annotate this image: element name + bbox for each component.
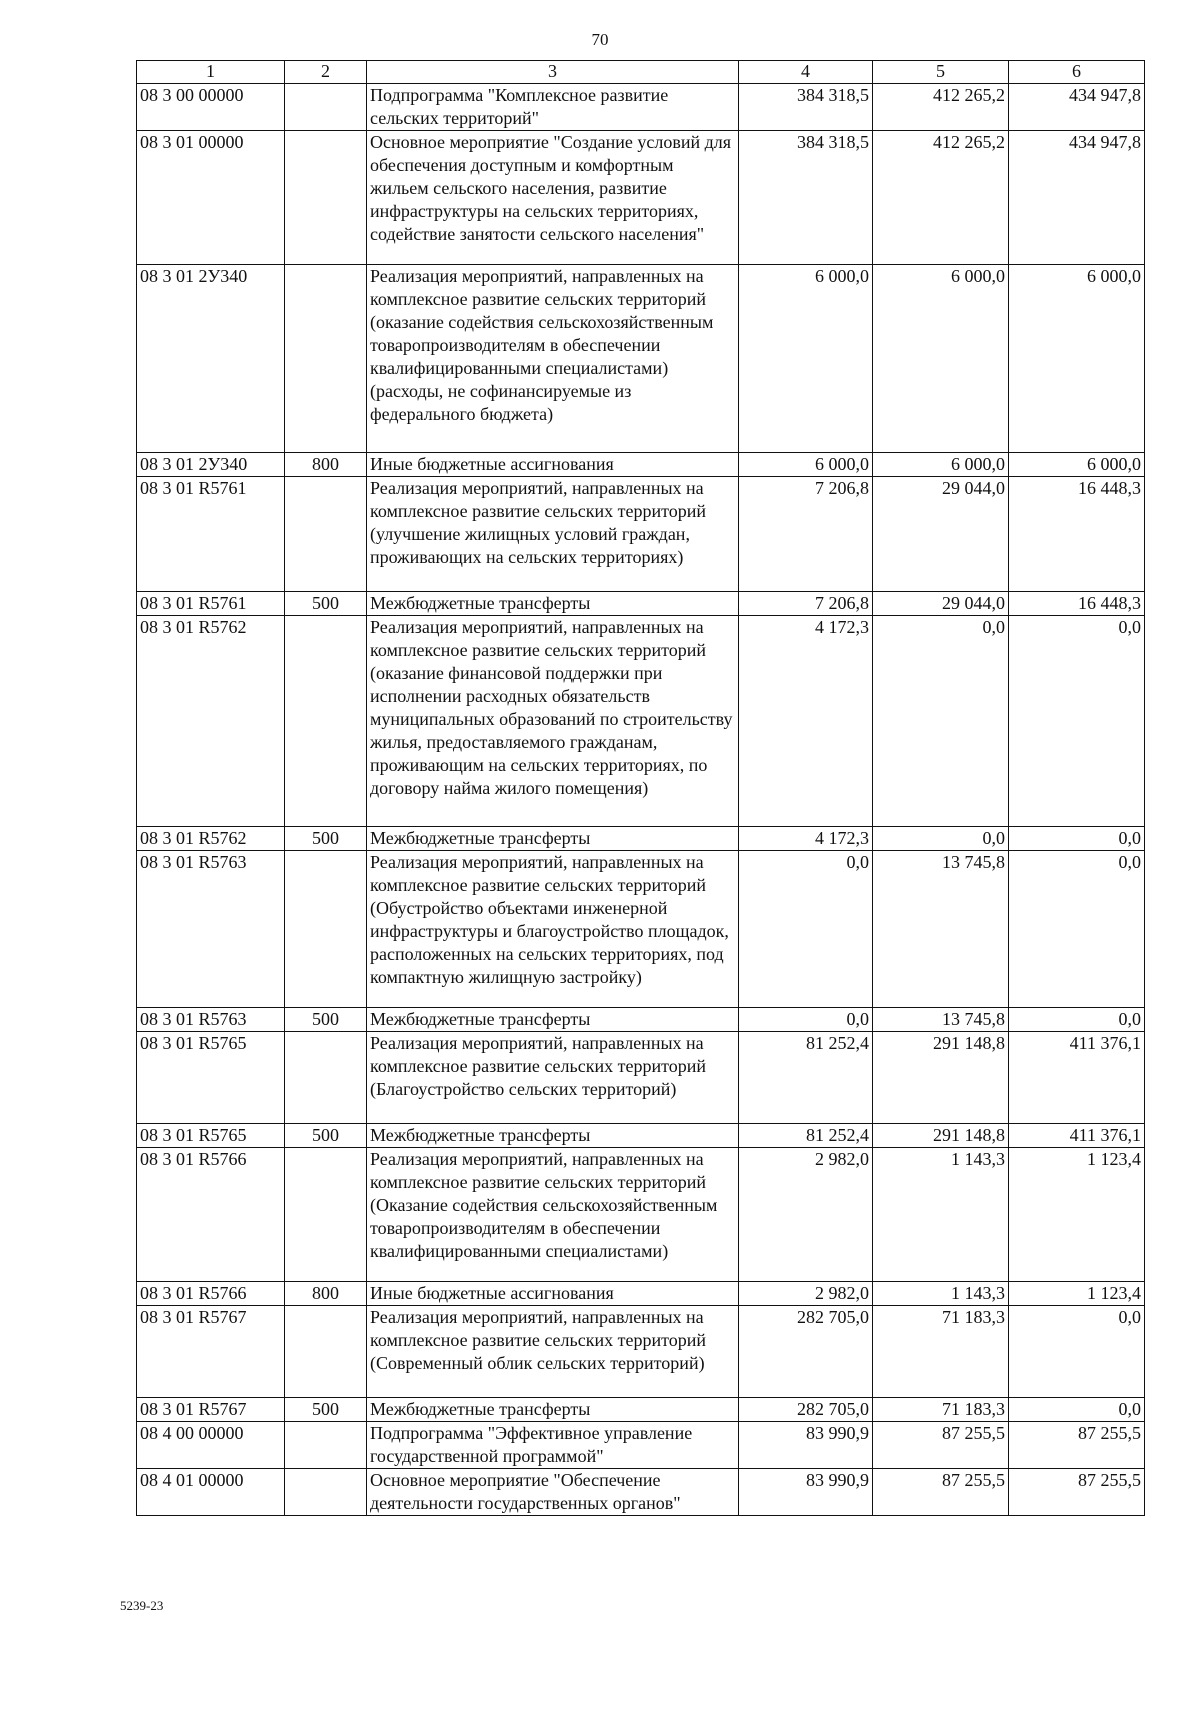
- table-row: [137, 1008, 1145, 1032]
- amount-cell-col5: 87 255,5: [873, 1422, 1009, 1469]
- amount-cell-col4: 83 990,9: [739, 1469, 873, 1516]
- amount-cell-col4: 2 982,0: [739, 1148, 873, 1282]
- amount-cell-col6: 411 376,1: [1009, 1124, 1145, 1148]
- expense-type-cell: 500: [285, 592, 367, 616]
- description-cell: Подпрограмма "Комплексное развитие сельских территорий": [367, 84, 739, 131]
- description-cell: Реализация мероприятий, направленных на комплексное развитие сельских территорий (оказание содействия сельскохозяйственным товаропроизводителям в обеспечении квалифицированными специалистами) (расходы, не софинансируемые из федерального бюджета): [367, 265, 739, 453]
- code-cell: 08 3 01 R5762: [137, 827, 285, 851]
- description-cell: Реализация мероприятий, направленных на комплексное развитие сельских территорий (улучшение жилищных условий граждан, проживающих на сельских территориях): [367, 477, 739, 592]
- amount-cell-col5: 71 183,3: [873, 1306, 1009, 1398]
- amount-cell-col4: 4 172,3: [739, 616, 873, 827]
- amount-cell-col5: 6 000,0: [873, 453, 1009, 477]
- description-cell: Реализация мероприятий, направленных на комплексное развитие сельских территорий (Обустройство объектами инженерной инфраструктуры и благоустройство площадок, расположенных на сельских территориях, под компактную жилищную застройку): [367, 851, 739, 1008]
- expense-type-cell: [285, 265, 367, 453]
- amount-cell-col4: 384 318,5: [739, 84, 873, 131]
- table-row: [137, 1422, 1145, 1469]
- column-header: 6: [1009, 61, 1145, 84]
- expense-type-cell: [285, 851, 367, 1008]
- code-cell: 08 3 01 R5763: [137, 851, 285, 1008]
- amount-cell-col4: 384 318,5: [739, 131, 873, 265]
- amount-cell-col5: 29 044,0: [873, 477, 1009, 592]
- description-cell: Межбюджетные трансферты: [367, 1398, 739, 1422]
- amount-cell-col4: 6 000,0: [739, 265, 873, 453]
- amount-cell-col5: 0,0: [873, 827, 1009, 851]
- column-header: 5: [873, 61, 1009, 84]
- description-cell: Основное мероприятие "Создание условий для обеспечения доступным и комфортным жильем сельского населения, развитие инфраструктуры на сельских территориях, содействие занятости сельского населения": [367, 131, 739, 265]
- amount-cell-col6: 0,0: [1009, 851, 1145, 1008]
- table-row: [137, 1469, 1145, 1516]
- description-cell: Основное мероприятие "Обеспечение деятельности государственных органов": [367, 1469, 739, 1516]
- description-cell: Межбюджетные трансферты: [367, 827, 739, 851]
- amount-cell-col4: 2 982,0: [739, 1282, 873, 1306]
- code-cell: 08 3 01 R5766: [137, 1148, 285, 1282]
- description-cell: Межбюджетные трансферты: [367, 1124, 739, 1148]
- expense-type-cell: [285, 1148, 367, 1282]
- description-cell: Иные бюджетные ассигнования: [367, 1282, 739, 1306]
- expense-type-cell: 500: [285, 1398, 367, 1422]
- page-number: 70: [591, 30, 609, 49]
- amount-cell-col5: 29 044,0: [873, 592, 1009, 616]
- table-row: [137, 84, 1145, 131]
- amount-cell-col4: 282 705,0: [739, 1306, 873, 1398]
- amount-cell-col6: 16 448,3: [1009, 477, 1145, 592]
- amount-cell-col5: 1 143,3: [873, 1148, 1009, 1282]
- amount-cell-col6: 434 947,8: [1009, 131, 1145, 265]
- description-cell: Иные бюджетные ассигнования: [367, 453, 739, 477]
- amount-cell-col4: 81 252,4: [739, 1124, 873, 1148]
- amount-cell-col6: 434 947,8: [1009, 84, 1145, 131]
- footer-document-code: 5239-23: [120, 1598, 164, 1613]
- code-cell: 08 3 01 R5765: [137, 1032, 285, 1124]
- table-row: [137, 453, 1145, 477]
- table-row: [137, 477, 1145, 592]
- amount-cell-col6: 411 376,1: [1009, 1032, 1145, 1124]
- amount-cell-col5: 71 183,3: [873, 1398, 1009, 1422]
- amount-cell-col6: 6 000,0: [1009, 265, 1145, 453]
- amount-cell-col4: 81 252,4: [739, 1032, 873, 1124]
- amount-cell-col4: 0,0: [739, 1008, 873, 1032]
- column-header: 3: [367, 61, 739, 84]
- code-cell: 08 3 01 2У340: [137, 453, 285, 477]
- expense-type-cell: [285, 1422, 367, 1469]
- expense-type-cell: 500: [285, 1124, 367, 1148]
- amount-cell-col6: 0,0: [1009, 1008, 1145, 1032]
- amount-cell-col5: 291 148,8: [873, 1032, 1009, 1124]
- expense-type-cell: 500: [285, 1008, 367, 1032]
- amount-cell-col4: 6 000,0: [739, 453, 873, 477]
- code-cell: 08 3 01 R5766: [137, 1282, 285, 1306]
- amount-cell-col5: 6 000,0: [873, 265, 1009, 453]
- expense-type-cell: 800: [285, 1282, 367, 1306]
- table-row: [137, 1306, 1145, 1398]
- amount-cell-col6: 6 000,0: [1009, 453, 1145, 477]
- table-row: [137, 265, 1145, 453]
- amount-cell-col6: 0,0: [1009, 827, 1145, 851]
- code-cell: 08 3 01 R5761: [137, 592, 285, 616]
- table-row: [137, 1282, 1145, 1306]
- amount-cell-col6: 1 123,4: [1009, 1148, 1145, 1282]
- description-cell: Реализация мероприятий, направленных на комплексное развитие сельских территорий (Современный облик сельских территорий): [367, 1306, 739, 1398]
- budget-table: [136, 60, 1145, 1516]
- code-cell: 08 3 01 2У340: [137, 265, 285, 453]
- amount-cell-col4: 282 705,0: [739, 1398, 873, 1422]
- description-cell: Реализация мероприятий, направленных на комплексное развитие сельских территорий (Оказание содействия сельскохозяйственным товаропроизводителям в обеспечении квалифицированными специалистами): [367, 1148, 739, 1282]
- table-row: [137, 1148, 1145, 1282]
- amount-cell-col4: 7 206,8: [739, 477, 873, 592]
- amount-cell-col6: 16 448,3: [1009, 592, 1145, 616]
- table-row: [137, 827, 1145, 851]
- code-cell: 08 3 01 R5762: [137, 616, 285, 827]
- amount-cell-col4: 83 990,9: [739, 1422, 873, 1469]
- code-cell: 08 4 00 00000: [137, 1422, 285, 1469]
- expense-type-cell: [285, 477, 367, 592]
- amount-cell-col6: 1 123,4: [1009, 1282, 1145, 1306]
- code-cell: 08 3 01 00000: [137, 131, 285, 265]
- code-cell: 08 3 01 R5767: [137, 1306, 285, 1398]
- amount-cell-col6: 87 255,5: [1009, 1422, 1145, 1469]
- expense-type-cell: [285, 616, 367, 827]
- amount-cell-col5: 291 148,8: [873, 1124, 1009, 1148]
- description-cell: Реализация мероприятий, направленных на комплексное развитие сельских территорий (оказание финансовой поддержки при исполнении расходных обязательств муниципальных образований по строительству жилья, предоставляемого гражданам, проживающим на сельских территориях, по договору найма жилого помещения): [367, 616, 739, 827]
- column-header: 2: [285, 61, 367, 84]
- amount-cell-col5: 0,0: [873, 616, 1009, 827]
- amount-cell-col6: 0,0: [1009, 1398, 1145, 1422]
- expense-type-cell: [285, 1306, 367, 1398]
- description-cell: Подпрограмма "Эффективное управление государственной программой": [367, 1422, 739, 1469]
- column-header: 1: [137, 61, 285, 84]
- code-cell: 08 3 01 R5767: [137, 1398, 285, 1422]
- table-row: [137, 131, 1145, 265]
- expense-type-cell: [285, 131, 367, 265]
- expense-type-cell: [285, 84, 367, 131]
- amount-cell-col5: 13 745,8: [873, 851, 1009, 1008]
- amount-cell-col4: 4 172,3: [739, 827, 873, 851]
- code-cell: 08 4 01 00000: [137, 1469, 285, 1516]
- description-cell: Межбюджетные трансферты: [367, 592, 739, 616]
- table-header-row: [137, 61, 1145, 84]
- amount-cell-col6: 87 255,5: [1009, 1469, 1145, 1516]
- expense-type-cell: [285, 1469, 367, 1516]
- amount-cell-col6: 0,0: [1009, 1306, 1145, 1398]
- description-cell: Реализация мероприятий, направленных на комплексное развитие сельских территорий (Благоустройство сельских территорий): [367, 1032, 739, 1124]
- amount-cell-col6: 0,0: [1009, 616, 1145, 827]
- description-cell: Межбюджетные трансферты: [367, 1008, 739, 1032]
- table-row: [137, 851, 1145, 1008]
- amount-cell-col5: 1 143,3: [873, 1282, 1009, 1306]
- table-body: [137, 84, 1145, 1516]
- code-cell: 08 3 01 R5763: [137, 1008, 285, 1032]
- amount-cell-col4: 0,0: [739, 851, 873, 1008]
- amount-cell-col5: 87 255,5: [873, 1469, 1009, 1516]
- table-row: [137, 1032, 1145, 1124]
- expense-type-cell: 500: [285, 827, 367, 851]
- table-row: [137, 1124, 1145, 1148]
- amount-cell-col5: 13 745,8: [873, 1008, 1009, 1032]
- amount-cell-col4: 7 206,8: [739, 592, 873, 616]
- code-cell: 08 3 00 00000: [137, 84, 285, 131]
- table-row: [137, 1398, 1145, 1422]
- table-row: [137, 616, 1145, 827]
- code-cell: 08 3 01 R5765: [137, 1124, 285, 1148]
- expense-type-cell: [285, 1032, 367, 1124]
- expense-type-cell: 800: [285, 453, 367, 477]
- code-cell: 08 3 01 R5761: [137, 477, 285, 592]
- amount-cell-col5: 412 265,2: [873, 84, 1009, 131]
- amount-cell-col5: 412 265,2: [873, 131, 1009, 265]
- column-header: 4: [739, 61, 873, 84]
- table-row: [137, 592, 1145, 616]
